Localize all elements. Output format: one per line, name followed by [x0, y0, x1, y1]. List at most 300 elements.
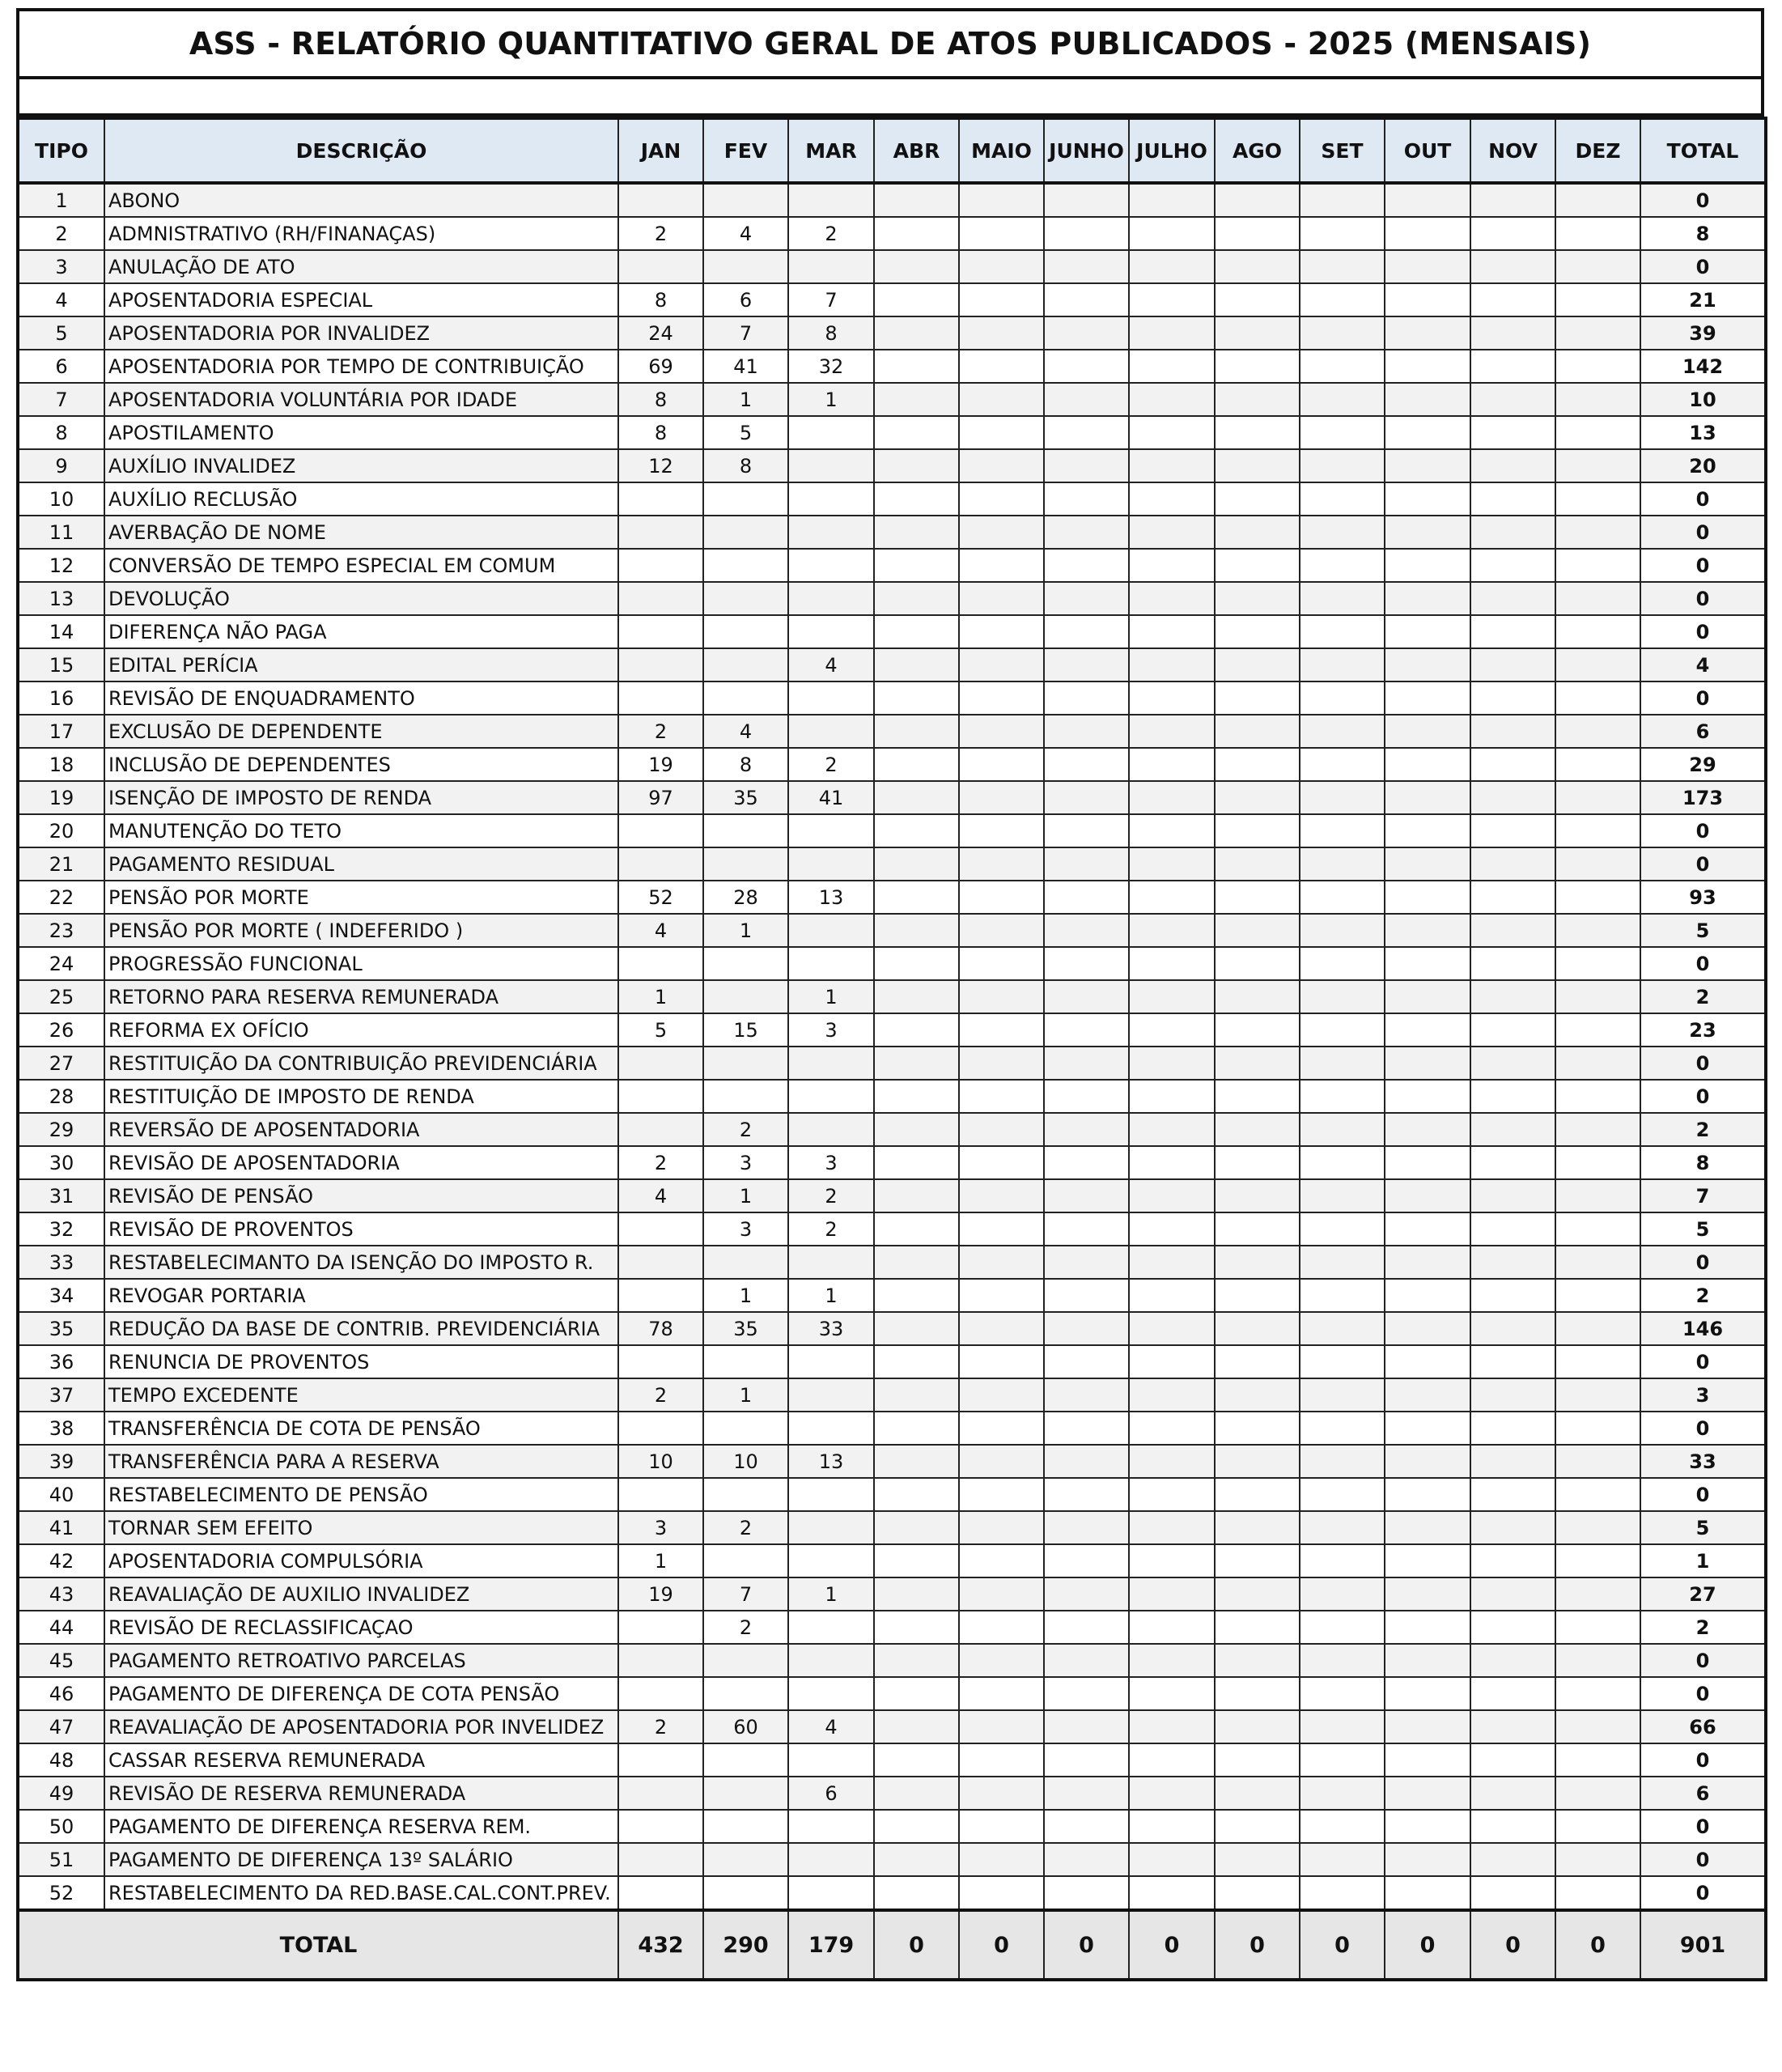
row-out-cell [1385, 449, 1470, 482]
row-jan-cell: 69 [618, 350, 703, 383]
row-abr-cell [874, 250, 959, 283]
row-mar-cell: 6 [788, 1777, 874, 1810]
row-tipo-cell: 3 [18, 250, 104, 283]
col-header-descricao: DESCRIÇÃO [104, 118, 618, 183]
table-row [18, 1577, 1766, 1611]
row-dez-cell [1555, 947, 1640, 980]
row-dez-cell [1555, 1013, 1640, 1047]
row-junho-cell [1044, 748, 1129, 781]
row-set-cell [1300, 350, 1385, 383]
row-fev-cell [703, 1412, 788, 1445]
row-nov-cell [1470, 1312, 1555, 1345]
row-total-cell: 20 [1640, 449, 1766, 482]
row-total-cell: 0 [1640, 582, 1766, 615]
row-description-cell: ADMNISTRATIVO (RH/FINANAÇAS) [104, 217, 618, 250]
table-row [18, 947, 1766, 980]
row-mar-cell: 3 [788, 1013, 874, 1047]
row-set-cell [1300, 847, 1385, 881]
row-jan-cell [618, 615, 703, 648]
row-out-cell [1385, 1544, 1470, 1577]
row-maio-cell [959, 980, 1044, 1013]
row-junho-cell [1044, 615, 1129, 648]
row-jan-cell [618, 1777, 703, 1810]
row-tipo-cell: 19 [18, 781, 104, 814]
row-set-cell [1300, 1644, 1385, 1677]
row-junho-cell [1044, 1644, 1129, 1677]
row-total-cell: 2 [1640, 980, 1766, 1013]
row-nov-cell [1470, 1743, 1555, 1777]
row-junho-cell [1044, 1843, 1129, 1876]
total-dez: 0 [1555, 1910, 1640, 1980]
row-nov-cell [1470, 1876, 1555, 1910]
row-tipo-cell: 13 [18, 582, 104, 615]
row-total-cell: 2 [1640, 1279, 1766, 1312]
row-fev-cell: 1 [703, 1279, 788, 1312]
row-jan-cell [618, 1843, 703, 1876]
row-out-cell [1385, 1345, 1470, 1378]
row-ago-cell [1215, 316, 1300, 350]
row-tipo-cell: 11 [18, 516, 104, 549]
row-set-cell [1300, 549, 1385, 582]
col-header-out: OUT [1385, 118, 1470, 183]
row-fev-cell [703, 1843, 788, 1876]
row-julho-cell [1129, 1013, 1215, 1047]
row-abr-cell [874, 1279, 959, 1312]
row-tipo-cell: 25 [18, 980, 104, 1013]
row-description-cell: REVISÃO DE APOSENTADORIA [104, 1146, 618, 1179]
col-header-mar: MAR [788, 118, 874, 183]
row-maio-cell [959, 1677, 1044, 1710]
row-total-cell: 2 [1640, 1113, 1766, 1146]
row-jan-cell: 52 [618, 881, 703, 914]
row-out-cell [1385, 250, 1470, 283]
row-mar-cell [788, 1743, 874, 1777]
row-ago-cell [1215, 715, 1300, 748]
row-nov-cell [1470, 1378, 1555, 1412]
row-julho-cell [1129, 482, 1215, 516]
row-jan-cell: 1 [618, 1544, 703, 1577]
row-maio-cell [959, 847, 1044, 881]
row-abr-cell [874, 648, 959, 681]
row-ago-cell [1215, 1013, 1300, 1047]
row-abr-cell [874, 1179, 959, 1212]
row-set-cell [1300, 1113, 1385, 1146]
row-description-cell: TRANSFERÊNCIA DE COTA DE PENSÃO [104, 1412, 618, 1445]
row-total-cell: 33 [1640, 1445, 1766, 1478]
table-row [18, 1777, 1766, 1810]
row-jan-cell [618, 1246, 703, 1279]
row-abr-cell [874, 1777, 959, 1810]
row-fev-cell [703, 648, 788, 681]
row-jan-cell [618, 1743, 703, 1777]
row-nov-cell [1470, 914, 1555, 947]
row-description-cell: APOSENTADORIA POR TEMPO DE CONTRIBUIÇÃO [104, 350, 618, 383]
row-dez-cell [1555, 1777, 1640, 1810]
row-fev-cell [703, 482, 788, 516]
row-junho-cell [1044, 1146, 1129, 1179]
row-abr-cell [874, 1412, 959, 1445]
row-ago-cell [1215, 748, 1300, 781]
row-tipo-cell: 47 [18, 1710, 104, 1743]
row-mar-cell [788, 847, 874, 881]
row-julho-cell [1129, 549, 1215, 582]
row-mar-cell [788, 1080, 874, 1113]
row-tipo-cell: 34 [18, 1279, 104, 1312]
row-description-cell: RESTABELECIMENTO DA RED.BASE.CAL.CONT.PREV. [104, 1876, 618, 1910]
row-total-cell: 0 [1640, 516, 1766, 549]
row-jan-cell [618, 947, 703, 980]
table-row [18, 350, 1766, 383]
row-julho-cell [1129, 449, 1215, 482]
row-ago-cell [1215, 283, 1300, 316]
row-nov-cell [1470, 1777, 1555, 1810]
row-description-cell: REVISÃO DE PROVENTOS [104, 1212, 618, 1246]
row-maio-cell [959, 283, 1044, 316]
row-abr-cell [874, 482, 959, 516]
row-nov-cell [1470, 1212, 1555, 1246]
row-maio-cell [959, 549, 1044, 582]
row-maio-cell [959, 1378, 1044, 1412]
row-tipo-cell: 12 [18, 549, 104, 582]
row-fev-cell: 1 [703, 383, 788, 416]
row-dez-cell [1555, 847, 1640, 881]
row-maio-cell [959, 615, 1044, 648]
row-set-cell [1300, 715, 1385, 748]
total-jan: 432 [618, 1910, 703, 1980]
row-out-cell [1385, 1511, 1470, 1544]
row-tipo-cell: 16 [18, 681, 104, 715]
row-total-cell: 0 [1640, 1677, 1766, 1710]
row-dez-cell [1555, 350, 1640, 383]
total-set: 0 [1300, 1910, 1385, 1980]
row-julho-cell [1129, 1345, 1215, 1378]
row-nov-cell [1470, 1146, 1555, 1179]
row-dez-cell [1555, 1644, 1640, 1677]
row-junho-cell [1044, 383, 1129, 416]
row-ago-cell [1215, 980, 1300, 1013]
row-maio-cell [959, 1047, 1044, 1080]
table-row [18, 1345, 1766, 1378]
row-ago-cell [1215, 1810, 1300, 1843]
row-total-cell: 0 [1640, 1843, 1766, 1876]
row-ago-cell [1215, 1611, 1300, 1644]
row-description-cell: ANULAÇÃO DE ATO [104, 250, 618, 283]
row-set-cell [1300, 1577, 1385, 1611]
row-maio-cell [959, 1146, 1044, 1179]
row-mar-cell: 2 [788, 217, 874, 250]
table-row [18, 1876, 1766, 1910]
row-fev-cell: 1 [703, 1179, 788, 1212]
row-jan-cell [618, 1810, 703, 1843]
row-ago-cell [1215, 1445, 1300, 1478]
row-junho-cell [1044, 781, 1129, 814]
row-description-cell: AVERBAÇÃO DE NOME [104, 516, 618, 549]
row-nov-cell [1470, 217, 1555, 250]
row-julho-cell [1129, 881, 1215, 914]
row-maio-cell [959, 1179, 1044, 1212]
row-junho-cell [1044, 914, 1129, 947]
row-dez-cell [1555, 980, 1640, 1013]
row-set-cell [1300, 648, 1385, 681]
row-set-cell [1300, 1611, 1385, 1644]
row-jan-cell [618, 1611, 703, 1644]
row-mar-cell [788, 1412, 874, 1445]
row-mar-cell [788, 1047, 874, 1080]
row-tipo-cell: 18 [18, 748, 104, 781]
row-out-cell [1385, 847, 1470, 881]
row-jan-cell [618, 648, 703, 681]
row-description-cell: TRANSFERÊNCIA PARA A RESERVA [104, 1445, 618, 1478]
row-jan-cell [618, 549, 703, 582]
row-set-cell [1300, 1246, 1385, 1279]
row-tipo-cell: 37 [18, 1378, 104, 1412]
row-maio-cell [959, 383, 1044, 416]
row-mar-cell [788, 549, 874, 582]
row-mar-cell: 4 [788, 1710, 874, 1743]
row-dez-cell [1555, 1511, 1640, 1544]
row-maio-cell [959, 1080, 1044, 1113]
row-tipo-cell: 26 [18, 1013, 104, 1047]
row-total-cell: 0 [1640, 1478, 1766, 1511]
row-tipo-cell: 10 [18, 482, 104, 516]
row-out-cell [1385, 1312, 1470, 1345]
row-junho-cell [1044, 1611, 1129, 1644]
row-mar-cell [788, 1876, 874, 1910]
row-junho-cell [1044, 1013, 1129, 1047]
row-fev-cell: 28 [703, 881, 788, 914]
total-out: 0 [1385, 1910, 1470, 1980]
row-abr-cell [874, 914, 959, 947]
row-junho-cell [1044, 549, 1129, 582]
row-set-cell [1300, 316, 1385, 350]
total-mar: 179 [788, 1910, 874, 1980]
row-fev-cell [703, 1743, 788, 1777]
row-dez-cell [1555, 715, 1640, 748]
row-tipo-cell: 30 [18, 1146, 104, 1179]
row-maio-cell [959, 1710, 1044, 1743]
row-abr-cell [874, 1146, 959, 1179]
row-maio-cell [959, 1511, 1044, 1544]
table-row [18, 648, 1766, 681]
row-ago-cell [1215, 516, 1300, 549]
row-junho-cell [1044, 1378, 1129, 1412]
acts-table [16, 117, 1767, 1981]
row-maio-cell [959, 1312, 1044, 1345]
col-header-julho: JULHO [1129, 118, 1215, 183]
row-maio-cell [959, 516, 1044, 549]
row-dez-cell [1555, 1611, 1640, 1644]
row-set-cell [1300, 1312, 1385, 1345]
row-nov-cell [1470, 814, 1555, 847]
row-out-cell [1385, 482, 1470, 516]
row-fev-cell [703, 1644, 788, 1677]
row-julho-cell [1129, 980, 1215, 1013]
row-out-cell [1385, 947, 1470, 980]
row-dez-cell [1555, 1080, 1640, 1113]
row-ago-cell [1215, 1345, 1300, 1378]
row-total-cell: 0 [1640, 1644, 1766, 1677]
row-total-cell: 0 [1640, 1876, 1766, 1910]
row-total-cell: 0 [1640, 1743, 1766, 1777]
row-tipo-cell: 46 [18, 1677, 104, 1710]
row-maio-cell [959, 1478, 1044, 1511]
row-dez-cell [1555, 383, 1640, 416]
table-row [18, 1080, 1766, 1113]
row-nov-cell [1470, 1179, 1555, 1212]
row-maio-cell [959, 482, 1044, 516]
row-abr-cell [874, 1047, 959, 1080]
row-jan-cell: 4 [618, 1179, 703, 1212]
row-out-cell [1385, 914, 1470, 947]
row-jan-cell: 2 [618, 715, 703, 748]
row-out-cell [1385, 217, 1470, 250]
row-abr-cell [874, 1378, 959, 1412]
row-fev-cell: 4 [703, 715, 788, 748]
row-maio-cell [959, 1810, 1044, 1843]
row-jan-cell: 3 [618, 1511, 703, 1544]
total-junho: 0 [1044, 1910, 1129, 1980]
table-row [18, 217, 1766, 250]
row-out-cell [1385, 416, 1470, 449]
row-set-cell [1300, 1412, 1385, 1445]
table-row [18, 748, 1766, 781]
table-body [18, 183, 1766, 1910]
row-nov-cell [1470, 183, 1555, 217]
row-julho-cell [1129, 582, 1215, 615]
row-julho-cell [1129, 715, 1215, 748]
row-tipo-cell: 32 [18, 1212, 104, 1246]
row-julho-cell [1129, 648, 1215, 681]
row-julho-cell [1129, 350, 1215, 383]
table-row [18, 283, 1766, 316]
row-description-cell: ABONO [104, 183, 618, 217]
row-total-cell: 66 [1640, 1710, 1766, 1743]
row-maio-cell [959, 814, 1044, 847]
row-julho-cell [1129, 1179, 1215, 1212]
row-jan-cell [618, 250, 703, 283]
row-set-cell [1300, 615, 1385, 648]
row-ago-cell [1215, 383, 1300, 416]
row-set-cell [1300, 1743, 1385, 1777]
row-mar-cell [788, 1478, 874, 1511]
row-description-cell: RESTITUIÇÃO DA CONTRIBUIÇÃO PREVIDENCIÁRIA [104, 1047, 618, 1080]
row-dez-cell [1555, 283, 1640, 316]
table-row [18, 881, 1766, 914]
row-jan-cell [618, 1412, 703, 1445]
row-dez-cell [1555, 516, 1640, 549]
row-out-cell [1385, 1644, 1470, 1677]
row-maio-cell [959, 350, 1044, 383]
row-nov-cell [1470, 1810, 1555, 1843]
row-jan-cell: 2 [618, 217, 703, 250]
row-junho-cell [1044, 582, 1129, 615]
row-julho-cell [1129, 1843, 1215, 1876]
row-ago-cell [1215, 648, 1300, 681]
col-header-tipo: TIPO [18, 118, 104, 183]
row-dez-cell [1555, 1047, 1640, 1080]
row-description-cell: AUXÍLIO RECLUSÃO [104, 482, 618, 516]
row-maio-cell [959, 1743, 1044, 1777]
row-description-cell: APOSENTADORIA COMPULSÓRIA [104, 1544, 618, 1577]
table-row [18, 847, 1766, 881]
row-tipo-cell: 8 [18, 416, 104, 449]
row-jan-cell [618, 681, 703, 715]
row-ago-cell [1215, 1080, 1300, 1113]
row-total-cell: 10 [1640, 383, 1766, 416]
row-out-cell [1385, 1113, 1470, 1146]
row-maio-cell [959, 1246, 1044, 1279]
row-fev-cell [703, 1777, 788, 1810]
row-set-cell [1300, 980, 1385, 1013]
row-mar-cell [788, 914, 874, 947]
row-dez-cell [1555, 1743, 1640, 1777]
row-tipo-cell: 17 [18, 715, 104, 748]
row-description-cell: PENSÃO POR MORTE [104, 881, 618, 914]
row-set-cell [1300, 914, 1385, 947]
row-tipo-cell: 7 [18, 383, 104, 416]
row-julho-cell [1129, 1677, 1215, 1710]
row-description-cell: MANUTENÇÃO DO TETO [104, 814, 618, 847]
row-maio-cell [959, 250, 1044, 283]
row-out-cell [1385, 1246, 1470, 1279]
row-ago-cell [1215, 1412, 1300, 1445]
row-maio-cell [959, 947, 1044, 980]
row-abr-cell [874, 582, 959, 615]
row-ago-cell [1215, 1246, 1300, 1279]
row-abr-cell [874, 1113, 959, 1146]
row-jan-cell [618, 183, 703, 217]
row-description-cell: REVISÃO DE ENQUADRAMENTO [104, 681, 618, 715]
row-out-cell [1385, 582, 1470, 615]
row-nov-cell [1470, 1412, 1555, 1445]
row-julho-cell [1129, 748, 1215, 781]
row-description-cell: REVISÃO DE RECLASSIFICAÇAO [104, 1611, 618, 1644]
row-set-cell [1300, 947, 1385, 980]
row-tipo-cell: 52 [18, 1876, 104, 1910]
row-nov-cell [1470, 1677, 1555, 1710]
row-jan-cell [618, 847, 703, 881]
row-set-cell [1300, 1047, 1385, 1080]
table-row [18, 250, 1766, 283]
row-abr-cell [874, 1876, 959, 1910]
row-mar-cell [788, 1544, 874, 1577]
row-nov-cell [1470, 1577, 1555, 1611]
row-maio-cell [959, 681, 1044, 715]
row-jan-cell [618, 582, 703, 615]
row-total-cell: 0 [1640, 947, 1766, 980]
row-out-cell [1385, 1445, 1470, 1478]
row-nov-cell [1470, 1611, 1555, 1644]
row-set-cell [1300, 1179, 1385, 1212]
row-mar-cell [788, 814, 874, 847]
row-total-cell: 13 [1640, 416, 1766, 449]
col-header-total: TOTAL [1640, 118, 1766, 183]
row-abr-cell [874, 681, 959, 715]
row-ago-cell [1215, 217, 1300, 250]
row-jan-cell [618, 1113, 703, 1146]
row-nov-cell [1470, 250, 1555, 283]
row-out-cell [1385, 316, 1470, 350]
row-total-cell: 5 [1640, 1511, 1766, 1544]
row-mar-cell: 2 [788, 1179, 874, 1212]
row-total-cell: 0 [1640, 183, 1766, 217]
row-out-cell [1385, 1478, 1470, 1511]
row-mar-cell [788, 250, 874, 283]
row-julho-cell [1129, 283, 1215, 316]
row-description-cell: RESTABELECIMANTO DA ISENÇÃO DO IMPOSTO R. [104, 1246, 618, 1279]
row-junho-cell [1044, 1777, 1129, 1810]
row-maio-cell [959, 914, 1044, 947]
